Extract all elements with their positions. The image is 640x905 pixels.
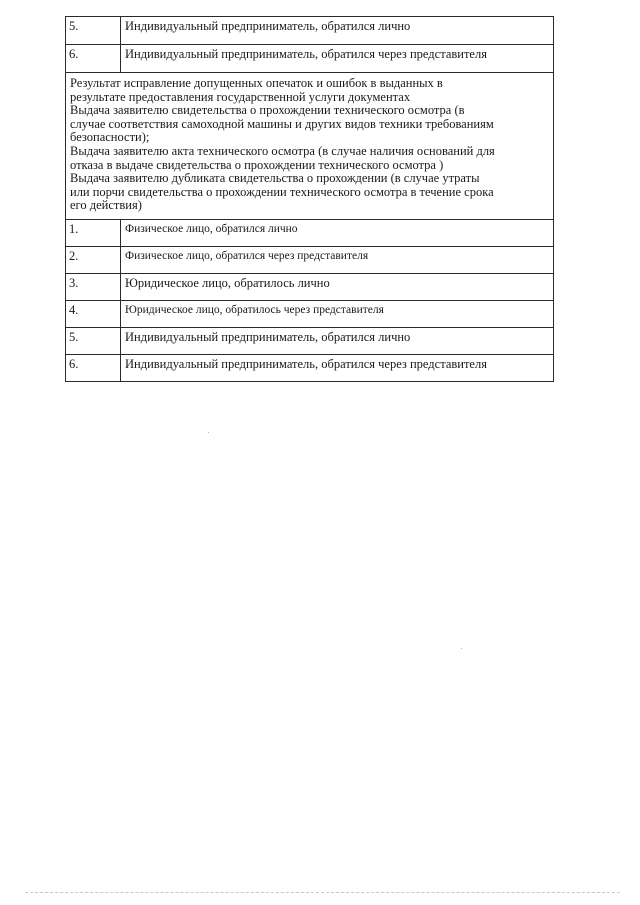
row-number: 2. — [66, 246, 121, 273]
table-row — [66, 219, 554, 246]
row-number: 4. — [66, 300, 121, 327]
scan-speck — [461, 648, 462, 649]
table-row — [66, 273, 554, 300]
table-row — [66, 45, 554, 73]
result-line: Выдача заявителю дубликата свидетельства о прохождении (в случае утраты — [70, 171, 480, 186]
row-description: Индивидуальный предприниматель, обратился лично — [121, 327, 554, 354]
row-number: 6. — [66, 354, 121, 381]
result-section-row — [66, 73, 554, 220]
table-row — [66, 327, 554, 354]
row-description: Физическое лицо, обратился через представителя — [121, 246, 554, 273]
scan-edge-line — [25, 892, 620, 893]
result-description — [66, 73, 554, 220]
result-line: случае соответствия самоходной машины и других видов техники требованиям — [70, 116, 494, 131]
result-line: Выдача заявителю акта технического осмотра (в случае наличия оснований для — [70, 143, 495, 158]
row-description: Индивидуальный предприниматель, обратился лично — [121, 17, 554, 45]
result-line: безопасности); — [70, 130, 150, 145]
row-number: 3. — [66, 273, 121, 300]
result-line: результате предоставления государственной услуги документах — [70, 89, 411, 104]
row-description: Индивидуальный предприниматель, обратился через представителя — [121, 45, 554, 73]
applicant-category-table — [65, 16, 554, 382]
result-line: отказа в выдаче свидетельства о прохождении технического осмотра ) — [70, 157, 444, 172]
table-row — [66, 246, 554, 273]
row-description: Физическое лицо, обратился лично — [121, 219, 554, 246]
row-number: 6. — [66, 45, 121, 73]
result-line: его действия) — [70, 198, 142, 213]
result-line: Результат исправление допущенных опечаток и ошибок в выданных в — [70, 76, 443, 90]
row-description: Юридическое лицо, обратилось через представителя — [121, 300, 554, 327]
table-row — [66, 354, 554, 381]
row-number: 5. — [66, 327, 121, 354]
scan-speck — [208, 432, 209, 433]
row-number: 5. — [66, 17, 121, 45]
table-row — [66, 17, 554, 45]
result-line: Выдача заявителю свидетельства о прохождении технического осмотра (в — [70, 103, 465, 118]
row-number: 1. — [66, 219, 121, 246]
result-line: или порчи свидетельства о прохождении технического осмотра в течение срока — [70, 184, 494, 199]
table-row — [66, 300, 554, 327]
row-description: Юридическое лицо, обратилось лично — [121, 273, 554, 300]
row-description: Индивидуальный предприниматель, обратился через представителя — [121, 354, 554, 381]
